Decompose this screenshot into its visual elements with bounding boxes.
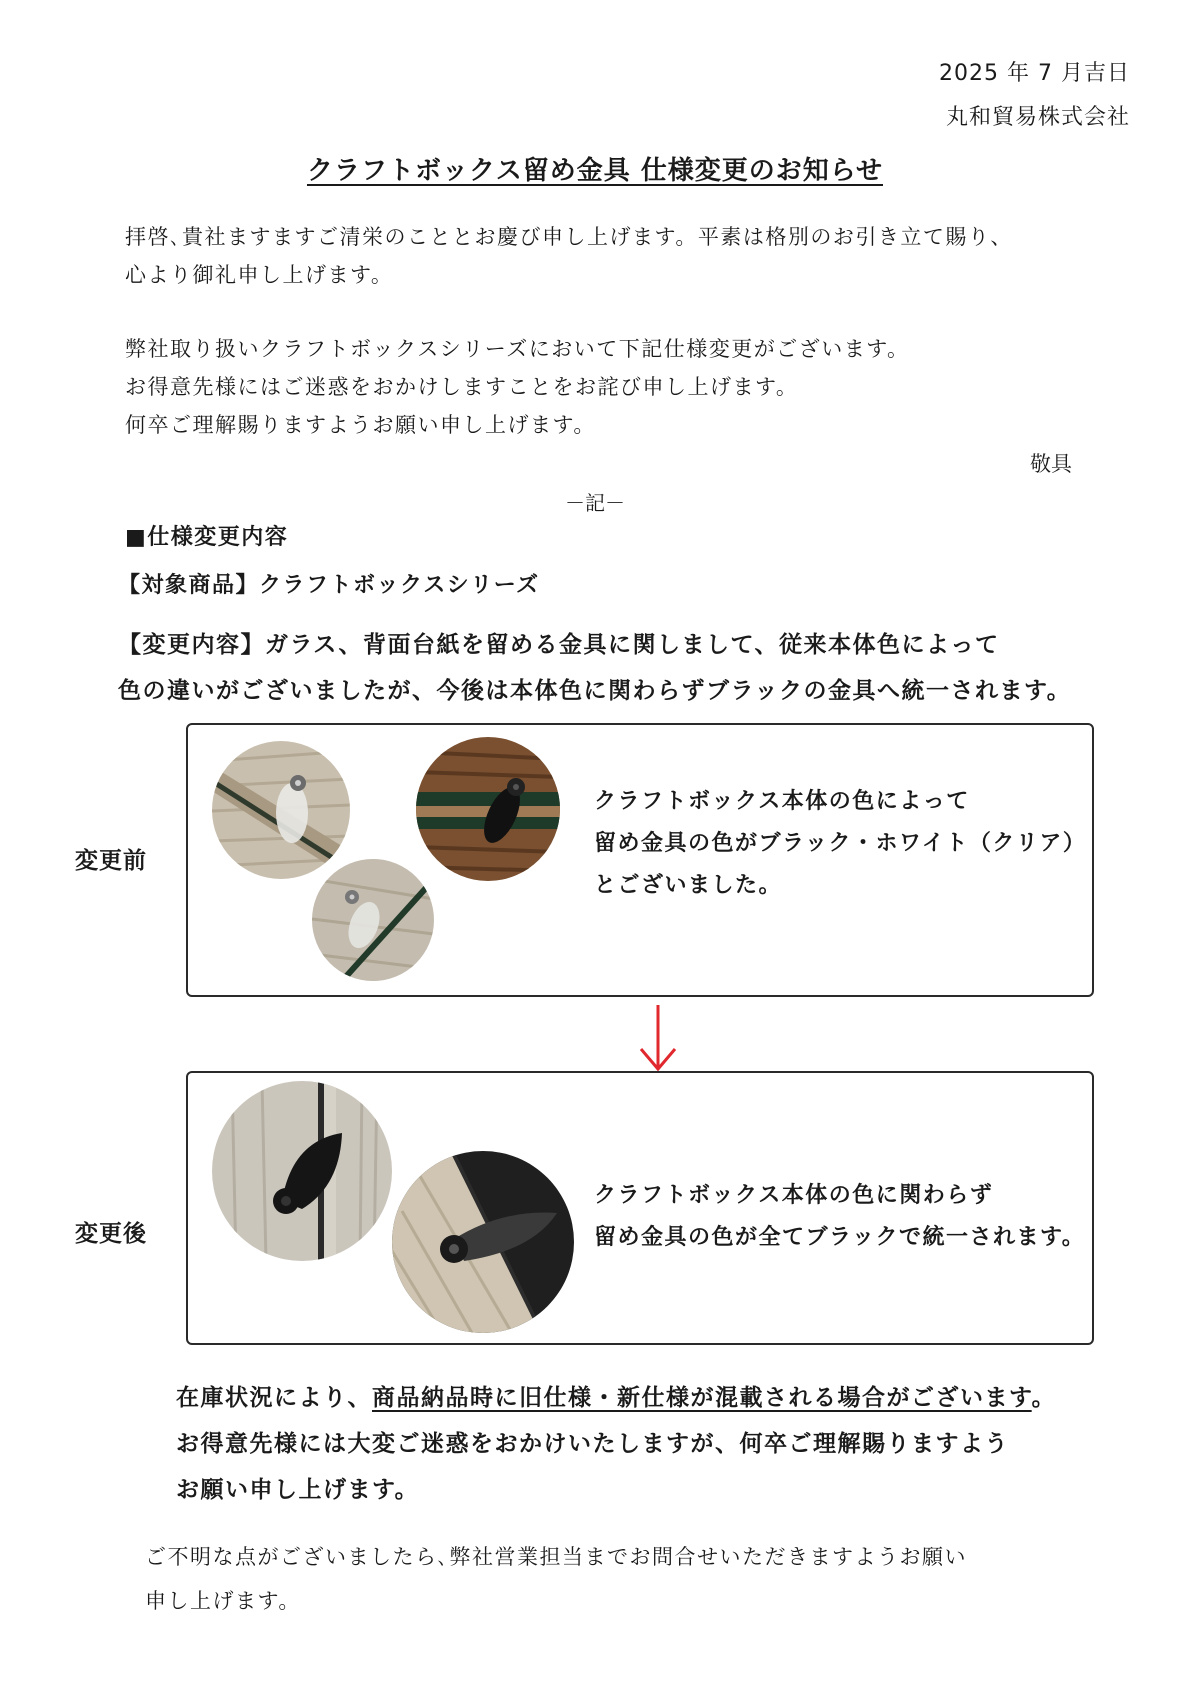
notice-line-1 xyxy=(176,1375,1056,1421)
before-desc-line-2: 留め金具の色がブラック・ホワイト（クリア） xyxy=(594,831,1087,856)
before-desc-line-1: クラフトボックス本体の色によって xyxy=(594,789,970,814)
body-paragraph xyxy=(125,330,910,444)
greeting-line-1: 拝啓､貴社ますますご清栄のこととお慶び申し上げます。平素は格別のお引き立て賜り、 xyxy=(125,225,1013,249)
page-title-text: クラフトボックス留め金具 仕様変更のお知らせ xyxy=(306,156,883,186)
after-photo-black-clip-2 xyxy=(392,1151,574,1333)
greeting-line-2: 心より御礼申し上げます。 xyxy=(125,263,394,287)
notice-line-3: お願い申し上げます。 xyxy=(176,1477,420,1503)
after-label: 変更後 xyxy=(75,1221,147,1247)
change-description xyxy=(118,622,1071,714)
closing-keigu: 敬具 xyxy=(1030,452,1072,476)
section-heading: ■仕様変更内容 xyxy=(125,525,289,550)
body-line-3: 何卒ご理解賜りますようお願い申し上げます。 xyxy=(125,413,596,437)
before-photo-clear-clip-2 xyxy=(312,859,434,981)
before-box xyxy=(186,723,1094,997)
notice-line-1-underlined: 商品納品時に旧仕様・新仕様が混載される場合がございます xyxy=(372,1385,1032,1411)
before-desc-line-3: とございました。 xyxy=(594,873,783,898)
date: 2025 年 7 月吉日 xyxy=(939,61,1130,86)
body-line-2: お得意先様にはご迷惑をおかけしますことをお詫び申し上げます。 xyxy=(125,375,799,399)
notice-line-2: お得意先様には大変ご迷惑をおかけいたしますが、何卒ご理解賜りますよう xyxy=(176,1431,1009,1457)
before-label: 変更前 xyxy=(75,848,147,874)
ki-marker: －記－ xyxy=(565,491,625,515)
body-line-1: 弊社取り扱いクラフトボックスシリーズにおいて下記仕様変更がございます。 xyxy=(125,337,910,361)
down-arrow-icon xyxy=(636,1003,680,1073)
before-photo-clear-clip-1 xyxy=(212,741,350,879)
target-product: 【対象商品】クラフトボックスシリーズ xyxy=(118,573,540,598)
closing-paragraph xyxy=(145,1535,967,1623)
after-photo-black-clip-1 xyxy=(212,1081,392,1261)
before-description xyxy=(594,781,1086,907)
before-photo-black-clip xyxy=(416,737,560,881)
after-box xyxy=(186,1071,1094,1345)
after-desc-line-1: クラフトボックス本体の色に関わらず xyxy=(594,1183,994,1208)
closing-line-1: ご不明な点がございましたら､弊社営業担当までお問合せいただきますようお願い xyxy=(145,1545,967,1569)
after-desc-line-2: 留め金具の色が全てブラックで統一されます。 xyxy=(594,1225,1086,1250)
after-description xyxy=(594,1175,1085,1259)
notice-line-1-prefix: 在庫状況により、 xyxy=(176,1385,372,1411)
greeting xyxy=(125,218,1013,294)
company-name: 丸和貿易株式会社 xyxy=(945,105,1130,130)
stock-notice xyxy=(176,1375,1056,1513)
change-line-1: 【変更内容】ガラス、背面台紙を留める金具に関しまして、従来本体色によって xyxy=(118,632,1000,658)
notice-line-1-suffix: 。 xyxy=(1031,1385,1057,1411)
change-line-2: 色の違いがございましたが、今後は本体色に関わらずブラックの金具へ統一されます。 xyxy=(118,678,1072,704)
closing-line-2: 申し上げます。 xyxy=(145,1589,301,1613)
page-title xyxy=(0,150,1190,187)
